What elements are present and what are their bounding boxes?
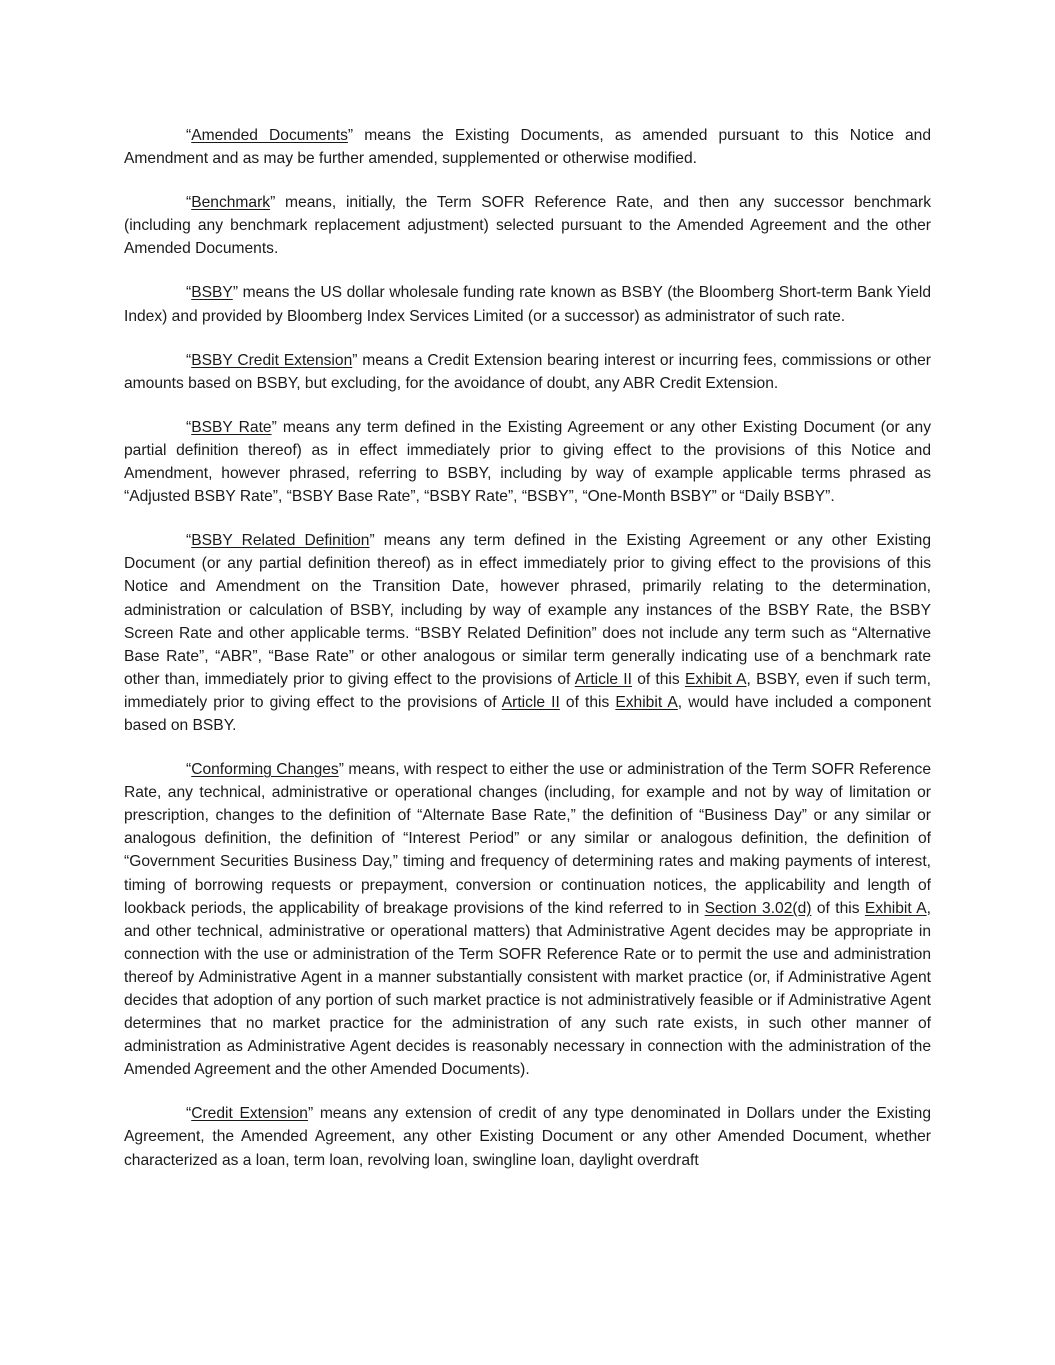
definition-paragraph xyxy=(124,529,931,737)
defined-term: BSBY Related Definition xyxy=(191,532,370,550)
defined-term: Credit Extension xyxy=(191,1105,308,1123)
text-segment: ” means any term defined in the Existing Agreement or any other Existing Document (or any partial definition thereof) as in effect immediately prior to giving effect to the provisions of this Notice and Amendment on the Transition Date, however phrased, primarily relating to the determination, administration or calculation of BSBY, including by way of example any instances of the BSBY Rate, the BSBY Screen Rate and other applicable terms. “BSBY Related Definition” does not include any term such as “Alternative Base Rate”, “ABR”, “Base Rate” or other analogous or similar term generally indicating use of a benchmark rate other than, immediately prior to giving effect to the provisions of xyxy=(124,532,931,688)
text-segment: “ xyxy=(186,761,192,779)
text-segment: ” means any extension of credit of any type denominated in Dollars under the Existing Agreement, the Amended Agreement, any other Existing Document or any other Amended Document, whether characterized as a loan, term loan, revolving loan, swingline loan, daylight overdraft xyxy=(124,1105,931,1169)
document-page xyxy=(124,124,931,1193)
text-segment: ” means a Credit Extension bearing interest or incurring fees, commissions or other amounts based on BSBY, but excluding, for the avoidance of doubt, any ABR Credit Extension. xyxy=(124,351,931,392)
text-segment: of this xyxy=(559,693,616,711)
defined-term: Amended Documents xyxy=(191,127,348,144)
text-segment: of this xyxy=(811,899,865,917)
definition-paragraph xyxy=(124,758,931,1081)
definition-paragraph xyxy=(124,281,931,327)
defined-term: BSBY Rate xyxy=(191,418,272,436)
cross-reference: Section 3.02(d) xyxy=(704,899,812,917)
definition-paragraph xyxy=(124,1102,931,1171)
text-segment: , and other technical, administrative or operational matters) that Administrative Agent decides may be appropriate in connection with the use or administration of the Term SOFR Reference Rate or to permit the use and administration thereof by Administrative Agent in a manner substantially consistent with market practice (or, if Administrative Agent decides that adoption of any portion of such market practice is not administratively feasible or if Administrative Agent determines that no market practice for the administration of any such rate exists, in such other manner of administration as Administrative Agent decides is reasonably necessary in connection with the administration of the Amended Agreement and the other Amended Documents). xyxy=(124,899,931,1079)
definition-paragraph xyxy=(124,416,931,508)
text-segment: “ xyxy=(186,194,192,212)
cross-reference: Article II xyxy=(501,693,560,711)
cross-reference: Exhibit A xyxy=(864,899,927,917)
text-segment: ” means, with respect to either the use or administration of the Term SOFR Reference Rate, any technical, administrative or operational changes (including, for example and not by way of limitation or prescription, changes to the definition of “Alternate Base Rate,” the definition of “Business Day” or any similar or analogous definition, the definition of “Interest Period” or any similar or analogous definition, the definition of “Government Securities Business Day,” timing and frequency of determining rates and making payments of interest, timing of borrowing requests or prepayment, conversion or continuation notices, the applicability and length of lookback periods, the applicability of breakage provisions of the kind referred to in xyxy=(124,761,932,917)
definition-paragraph xyxy=(124,191,931,260)
text-segment: of this xyxy=(631,670,685,688)
defined-term: Benchmark xyxy=(191,194,271,212)
cross-reference: Exhibit A xyxy=(615,693,678,711)
defined-term: BSBY Credit Extension xyxy=(191,351,353,369)
text-segment: ” means any term defined in the Existing Agreement or any other Existing Document (or any partial definition thereof) as in effect immediately prior to giving effect to the provisions of this Notice and Amendment, however phrased, referring to BSBY, including by way of example applicable terms phrased as “Adjusted BSBY Rate”, “BSBY Base Rate”, “BSBY Rate”, “BSBY”, “One-Month BSBY” or “Daily BSBY”. xyxy=(124,418,931,506)
text-segment: “ xyxy=(186,1105,192,1123)
text-segment: “ xyxy=(186,351,192,369)
text-segment: “ xyxy=(186,284,192,302)
definition-paragraph xyxy=(124,124,931,170)
defined-term: BSBY xyxy=(191,284,233,302)
cross-reference: Article II xyxy=(574,670,632,688)
cross-reference: Exhibit A xyxy=(684,670,747,688)
definition-paragraph xyxy=(124,349,931,395)
text-segment: ” means the Existing Documents, as amended pursuant to this Notice and Amendment and as may be further amended, supplemented or otherwise modified. xyxy=(124,127,931,168)
defined-term: Conforming Changes xyxy=(191,761,339,779)
text-segment: “ xyxy=(186,127,192,144)
text-segment: “ xyxy=(186,418,192,436)
text-segment: , BSBY, even if such term, immediately prior to giving effect to the provisions of xyxy=(124,670,931,711)
text-segment: ” means, initially, the Term SOFR Reference Rate, and then any successor benchmark (including any benchmark replacement adjustment) selected pursuant to the Amended Agreement and the other Amended Documents. xyxy=(124,194,931,258)
text-segment: ” means the US dollar wholesale funding rate known as BSBY (the Bloomberg Short-term Bank Yield Index) and provided by Bloomberg Index Services Limited (or a successor) as administrator of such rate. xyxy=(124,284,931,325)
text-segment: “ xyxy=(186,532,192,550)
text-segment: , would have included a component based on BSBY. xyxy=(124,693,931,734)
